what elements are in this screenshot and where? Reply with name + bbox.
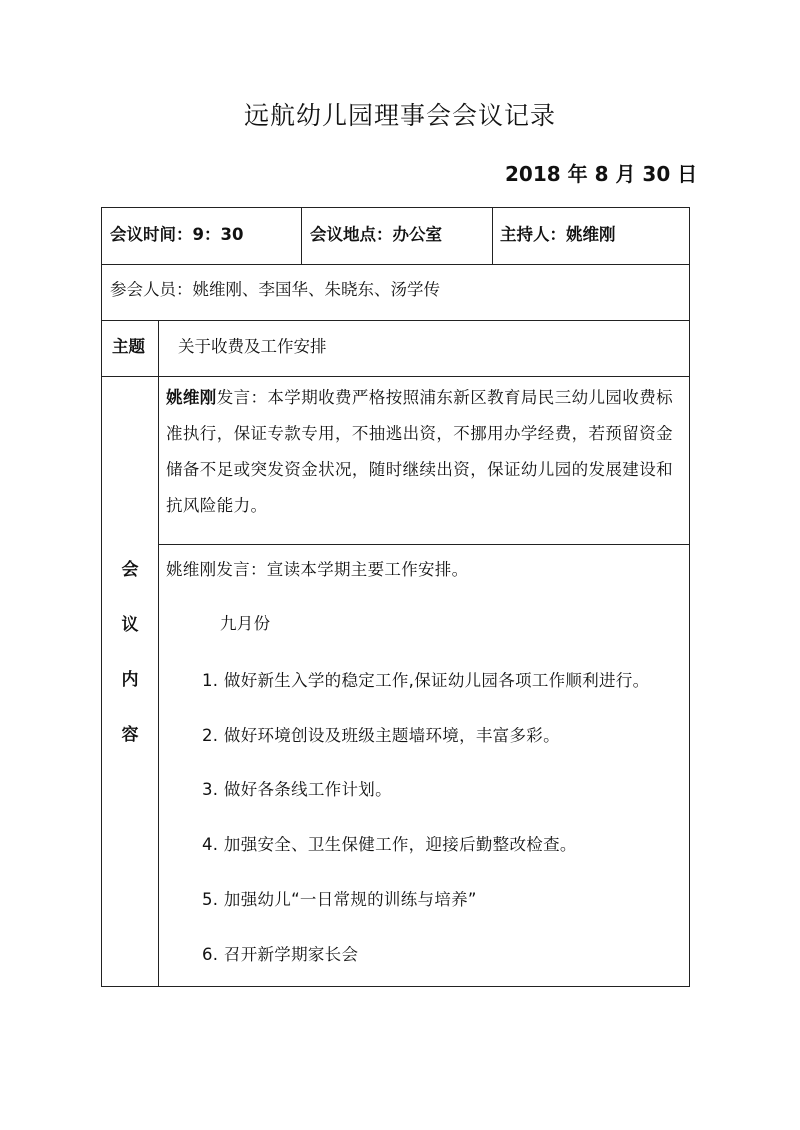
meeting-host: 主持人：姚维刚 [500,225,616,244]
meeting-date: 2018 年 8 月 30 日 [505,162,698,186]
meeting-location: 会议地点：办公室 [310,225,442,244]
work-item: 4. 加强安全、卫生保健工作，迎接后勤整改检查。 [202,835,577,854]
speech-1 [166,380,682,524]
speech-2-intro: 姚维刚发言：宣读本学期主要工作安排。 [166,560,469,579]
work-item: 3. 做好各条线工作计划。 [202,780,392,799]
column-divider [158,320,159,986]
speech-1-text: 发言：本学期收费严格按照浦东新区教育局民三幼儿园收费标准执行，保证专款专用，不抽逃出资，不挪用办学经费，若预留资金储备不足或突发资金状况，随时继续出资，保证幼儿园的发展建设和抗风险能力。 [166,388,674,515]
speech-1-speaker: 姚维刚 [166,388,217,407]
row-divider [158,544,689,545]
column-divider [301,208,302,264]
topic-label: 主题 [112,337,145,356]
attendees: 参会人员：姚维刚、李国华、朱晓东、汤学传 [110,280,440,299]
topic-value: 关于收费及工作安排 [178,337,327,356]
document-title: 远航幼儿园理事会会议记录 [243,101,556,130]
content-label-char: 内 [121,670,139,690]
minutes-table [101,207,690,987]
work-item: 1. 做好新生入学的稳定工作,保证幼儿园各项工作顺利进行。 [202,671,650,690]
row-divider [102,376,689,377]
work-item: 6. 召开新学期家长会 [202,945,359,964]
meeting-time: 会议时间：9：30 [110,225,244,244]
content-label-char: 会 [121,560,139,580]
work-item: 2. 做好环境创设及班级主题墙环境，丰富多彩。 [202,726,560,745]
row-divider [102,320,689,321]
month-heading: 九月份 [220,614,271,633]
content-label-char: 容 [121,725,139,745]
work-item: 5. 加强幼儿“一日常规的训练与培养” [202,890,477,909]
column-divider [492,208,493,264]
row-divider [102,264,689,265]
content-label-char: 议 [121,615,139,635]
